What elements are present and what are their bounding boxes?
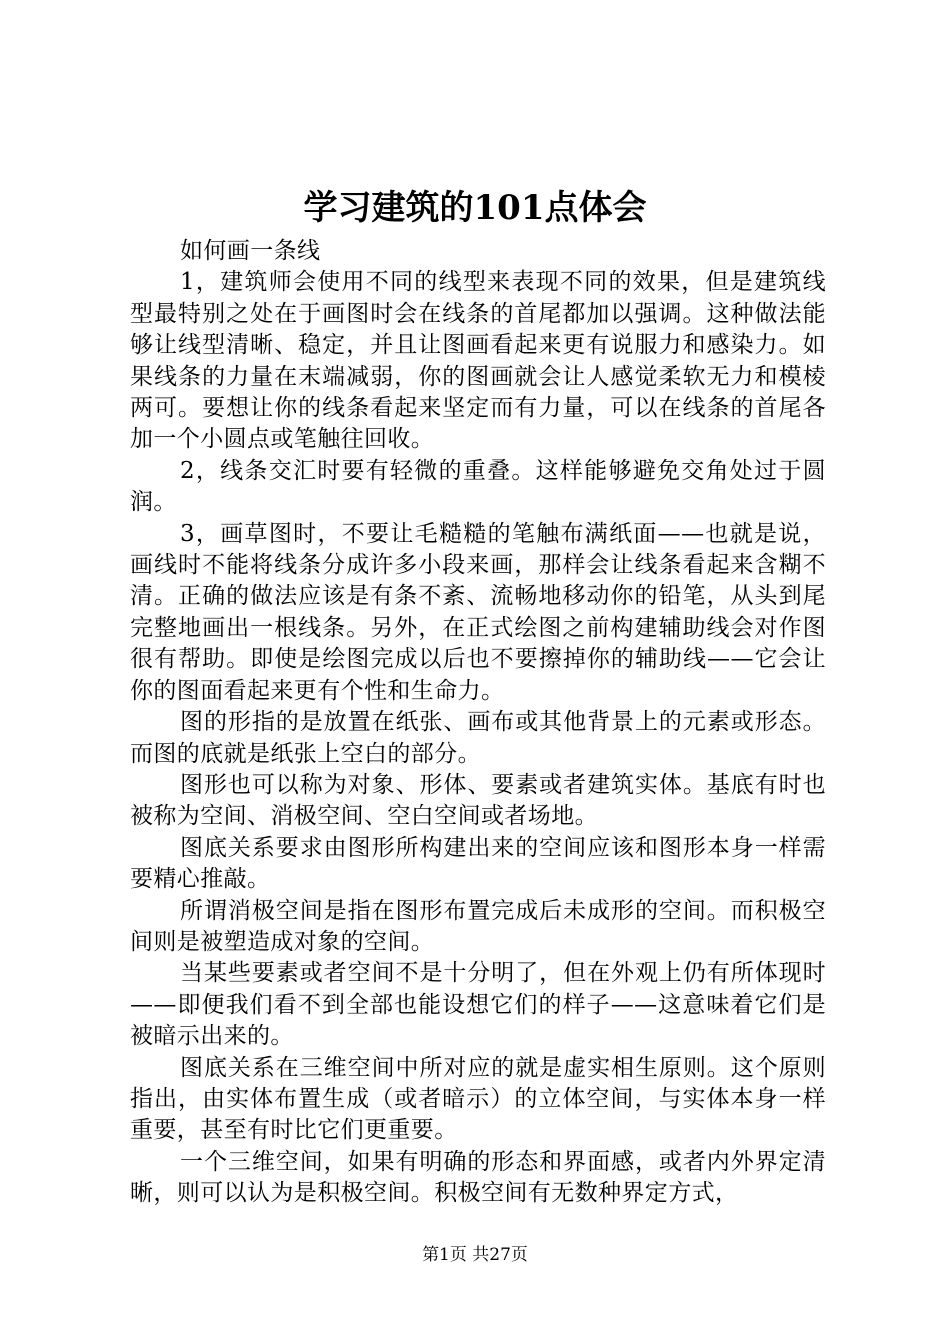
paragraph: 2，线条交汇时要有轻微的重叠。这样能够避免交角处过于圆润。	[130, 457, 826, 516]
paragraph: 图底关系要求由图形所构建出来的空间应该和图形本身一样需要精心推敲。	[130, 834, 826, 893]
paragraph: 图形也可以称为对象、形体、要素或者建筑实体。基底有时也被称为空间、消极空间、空白空间或者场地。	[130, 771, 826, 830]
paragraph: 如何画一条线	[180, 238, 321, 264]
paragraph: 一个三维空间，如果有明确的形态和界面感，或者内外界定清晰，则可以认为是积极空间。积极空间有无数种界定方式，	[130, 1148, 826, 1207]
paragraph: 图底关系在三维空间中所对应的就是虚实相生原则。这个原则指出，由实体布置生成（或者暗示）的立体空间，与实体本身一样重要，甚至有时比它们更重要。	[130, 1054, 826, 1144]
paragraph: 当某些要素或者空间不是十分明了，但在外观上仍有所体现时——即便我们看不到全部也能设想它们的样子——这意味着它们是被暗示出来的。	[130, 960, 826, 1050]
document-body	[130, 236, 826, 1210]
paragraph: 所谓消极空间是指在图形布置完成后未成形的空间。而积极空间则是被塑造成对象的空间。	[130, 897, 826, 955]
page-number-footer: 第1页 共27页	[422, 1245, 528, 1265]
paragraph: 3，画草图时，不要让毛糙糙的笔触布满纸面——也就是说，画线时不能将线条分成许多小段来画，那样会让线条看起来含糊不清。正确的做法应该是有条不紊、流畅地移动你的铅笔，从头到尾完整地画出一根线条。另外，在正式绘图之前构建辅助线会对作图很有帮助。即使是绘图完成以后也不要擦掉你的辅助线——它会让你的图面看起来更有个性和生命力。	[130, 520, 826, 704]
paragraph: 1，建筑师会使用不同的线型来表现不同的效果，但是建筑线型最特别之处在于画图时会在线条的首尾都加以强调。这种做法能够让线型清晰、稳定，并且让图画看起来更有说服力和感染力。如果线条的力量在末端减弱，你的图画就会让人感觉柔软无力和模棱两可。要想让你的线条看起来坚定而有力量，可以在线条的首尾各加一个小圆点或笔触往回收。	[130, 269, 826, 453]
paragraph: 图的形指的是放置在纸张、画布或其他背景上的元素或形态。而图的底就是纸张上空白的部分。	[130, 709, 826, 767]
document-title: 学习建筑的101点体会	[303, 188, 647, 228]
